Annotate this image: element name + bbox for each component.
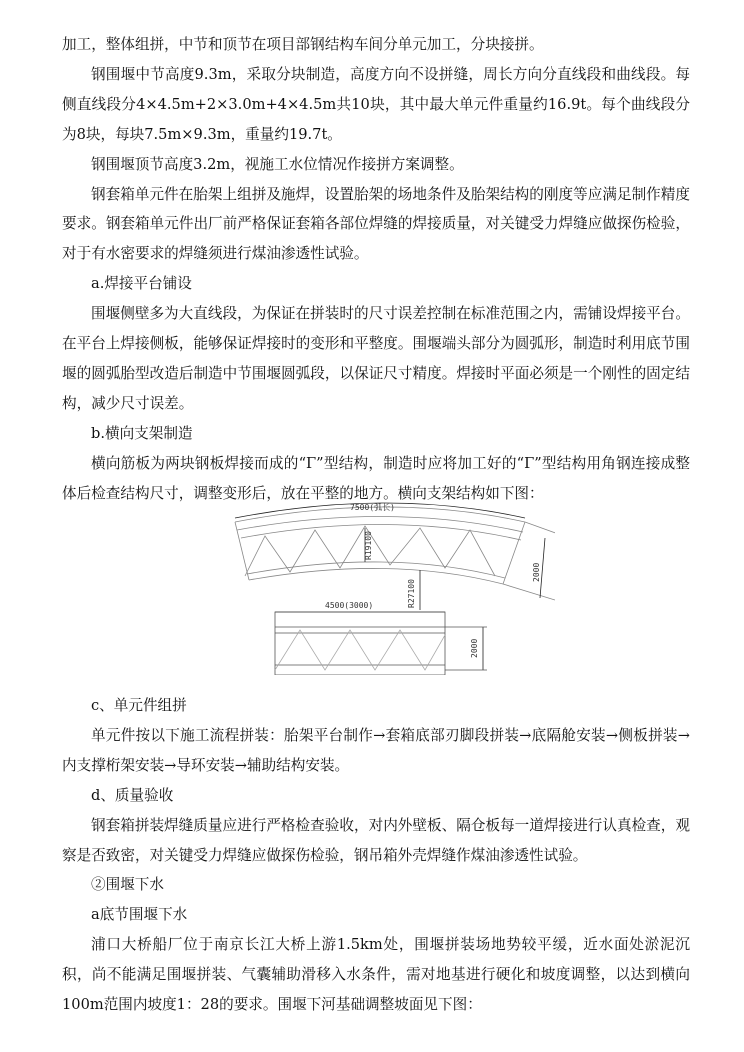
arc-height-label: 2000 xyxy=(532,562,541,582)
subheading: c、单元件组拼 xyxy=(91,697,187,714)
subheading: b.横向支架制造 xyxy=(91,424,193,442)
paragraph: 横向筋板为两块钢板焊接而成的“Γ”型结构，制造时应将加工好的“Γ”型结构用角钢连接成整体后检查结构尺寸，调整变形后，放在平整的地方。横向支架结构如下图： xyxy=(62,454,690,502)
paragraph: 加工，整体组拼，中节和顶节在项目部钢结构车间分单元加工，分块接拼。 xyxy=(62,36,544,53)
subheading: a.焊接平台铺设 xyxy=(91,275,192,293)
subheading: a底节围堰下水 xyxy=(91,906,188,924)
straight-length-label: 4500(3000) xyxy=(325,601,374,610)
outer-radius-label: R27100 xyxy=(407,579,416,608)
truss-diagram xyxy=(225,500,555,675)
straight-height-label: 2000 xyxy=(470,638,479,658)
arc-length-label: 7500(弧长) xyxy=(350,503,395,512)
paragraph: 钢围堰中节高度9.3m，采取分块制造，高度方向不设拼缝，周长方向分直线段和曲线段。每侧直线段分4×4.5m+2×3.0m+4×4.5m共10块，其中最大单元件重量约16.9t。每个曲线段分为8块，每块7.5m×9.3m，重量约19.7t。 xyxy=(62,65,690,143)
paragraph: 单元件按以下施工流程拼装：胎架平台制作→套箱底部刃脚段拼装→底隔舱安装→侧板拼装→内支撑桁架安装→导环安装→辅助结构安装。 xyxy=(62,726,690,774)
inner-radius-label: R19100 xyxy=(364,531,373,560)
subheading: ②围堰下水 xyxy=(91,876,164,894)
paragraph: 钢套箱单元件在胎架上组拼及施焊，设置胎架的场地条件及胎架结构的刚度等应满足制作精度要求。钢套箱单元件出厂前严格保证套箱各部位焊缝的焊接质量，对关键受力焊缝应做探伤检验，对于有水密要求的焊缝须进行煤油渗透性试验。 xyxy=(62,185,690,263)
paragraph: 围堰侧壁多为大直线段，为保证在拼装时的尺寸误差控制在标准范围之内，需铺设焊接平台。在平台上焊接侧板，能够保证焊接时的变形和平整度。围堰端头部分为圆弧形，制造时利用底节围堰的圆弧胎型改造后制造中节围堰圆弧段，以保证尺寸精度。焊接时平面必须是一个刚性的固定结构，减少尺寸误差。 xyxy=(62,305,690,412)
curved-truss xyxy=(235,507,555,600)
straight-truss xyxy=(275,612,487,675)
paragraph: 钢围堰顶节高度3.2m，视施工水位情况作接拼方案调整。 xyxy=(91,155,464,173)
subheading: d、质量验收 xyxy=(91,786,174,804)
text-block-bottom xyxy=(62,691,690,1020)
text-block-top xyxy=(62,30,690,509)
paragraph: 钢套箱拼装焊缝质量应进行严格检查验收，对内外壁板、隔仓板每一道焊接进行认真检查，观察是否致密，对关键受力焊缝应做探伤检验，钢吊箱外壳焊缝作煤油渗透性试验。 xyxy=(62,816,690,864)
dimension-lines xyxy=(235,503,545,670)
paragraph: 浦口大桥船厂位于南京长江大桥上游1.5km处，围堰拼装场地势较平缓，近水面处淤泥沉积，尚不能满足围堰拼装、气囊辅助滑移入水条件，需对地基进行硬化和坡度调整，以达到横向100m范围内坡度1：28的要求。围堰下河基础调整坡面见下图： xyxy=(62,936,690,1014)
